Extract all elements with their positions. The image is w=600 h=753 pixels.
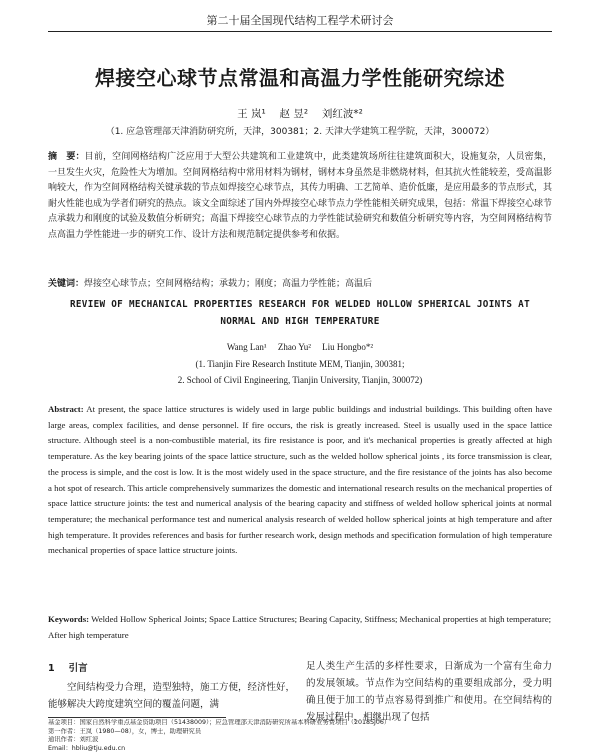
header-rule: [48, 31, 552, 32]
footnote-first-author: 第一作者：王岚（1980—08），女，博士，助理研究员: [48, 727, 202, 735]
keywords-en-text: Welded Hollow Spherical Joints; Space Lattice Structures; Bearing Capacity, Stiffness; Mechanical properties at high temperature; After high temperature: [48, 614, 552, 640]
footnotes: [48, 719, 560, 753]
section-number: 1: [48, 663, 55, 674]
footnote-corresponding-author: 通讯作者：刘红波: [48, 736, 99, 744]
affiliation-en-line: 2. School of Civil Engineering, Tianjin University, Tianjin, 300072): [177, 375, 423, 385]
footnote-funding: 基金项目：国家自然科学重点基金资助项目（51438009）；应急管理部天津消防研究所基本科研业务费项目（2018SJ06）: [48, 719, 391, 726]
keywords-cn-text: 焊接空心球节点；空间网格结构；承载力；刚度；高温力学性能；高温后: [84, 279, 373, 289]
footnote-email: Email：hbliu@tju.edu.cn: [48, 744, 126, 752]
intro-paragraph-right: 足人类生产生活的多样性要求，日渐成为一个富有生命力的发展领域。节点作为空间结构的重要组成部分，受力明确且便于加工的节点容易得到推广和使用。在空间结构的发展过程中，相继出现了包括: [306, 661, 552, 723]
abstract-cn-text: 目前，空间网格结构广泛应用于大型公共建筑和工业建筑中，此类建筑场所往往建筑面积大，设施复杂，人员密集，一旦发生火灾，危险性大为增加。空间网格结构中常用材料为钢材，钢材本身虽然是非燃烧材料，但其抗火性能较差，受高温影响较大，作为空间网格结构关键承载的节点如焊接空心球节点，其传力明确、工艺简单、造价低廉，是应用最多的节点形式，其耐火性能也成为学者们研究的热点。该文全面综述了国内外焊接空心球节点力学性能相关研究成果，包括：常温下焊接空心球节点承载力和刚度的试验及数值分析研究；高温下焊接空心球节点的力学性能试验研究和数值分析研究等内容，为空间网格结构节点高温力学性能进一步的研究工作、设计方法和规范制定提供参考和依据。: [48, 152, 553, 240]
body-column-left: [48, 660, 298, 713]
abstract-cn-label: 摘 要：: [48, 152, 85, 162]
keywords-en-label: Keywords:: [48, 614, 90, 624]
authors-en: Wang Lan¹ Zhao Yu² Liu Hongbo*²: [226, 342, 374, 352]
intro-paragraph-left: 空间结构受力合理，造型独特，施工方便，经济性好，能够解决大跨度建筑空间的覆盖问题，满: [48, 682, 296, 710]
affiliation-en: [30, 356, 570, 388]
footnote-rule: [48, 717, 226, 718]
section-heading: [48, 660, 298, 677]
paper-title-en: REVIEW OF MECHANICAL PROPERTIES RESEARCH FOR WELDED HOLLOW SPHERICAL JOINTS AT NORMAL AND HIGH TEMPERATURE: [70, 299, 530, 327]
keywords-en: [48, 612, 552, 643]
body-column-right: [306, 658, 552, 726]
affiliation-cn: （1. 应急管理部天津消防研究所，天津，300381；2. 天津大学建筑工程学院，天津，300072）: [105, 127, 495, 137]
running-header: 第二十届全国现代结构工程学术研讨会: [206, 14, 394, 27]
abstract-cn: [48, 150, 552, 244]
abstract-en-label: Abstract:: [48, 404, 84, 414]
affiliation-en-line: (1. Tianjin Fire Research Institute MEM, Tianjin, 300381;: [195, 359, 405, 369]
abstract-en-text: At present, the space lattice structures is widely used in large public buildings and industrial buildings. This building often have large areas, complex facilities, and dense personnel. If fire occurs, the risk is greatly increased. Steel is usually used in the space lattice structure. Although steel is a non-combustible material, its fire resistance is poor, and it's mechanical properties is greatly affected at high temperature. As the key bearing joints of the space lattice structure, such as the welded hollow spherical joints , its force transmission is clear, the process is simple, and the cost is low. It is the most widely used in the space structure, and the fire resistance of the joints has also become a hot spot of research. This article comprehensively summarizes the domestic and international research results on the mechanical properties of space lattice structure joints: the test and numerical analysis of the bearing capacity and stiffness of welded hollow spherical joints at normal temperature; the mechanical performance test and numerical analysis research of welded hollow spherical joints at high temperature and after high temperature. It provides references and basis for further research work, design methods and specification formulation of high temperature mechanical properties of space lattice structure joints.: [48, 404, 553, 556]
paper-title-cn: 焊接空心球节点常温和高温力学性能研究综述: [95, 66, 505, 90]
abstract-en: [48, 402, 552, 559]
keywords-cn: [48, 276, 552, 289]
keywords-cn-label: 关键词：: [48, 279, 85, 289]
section-title: 引言: [68, 663, 88, 674]
authors-cn: 王 岚¹ 赵 昱² 刘红波*²: [237, 108, 363, 120]
